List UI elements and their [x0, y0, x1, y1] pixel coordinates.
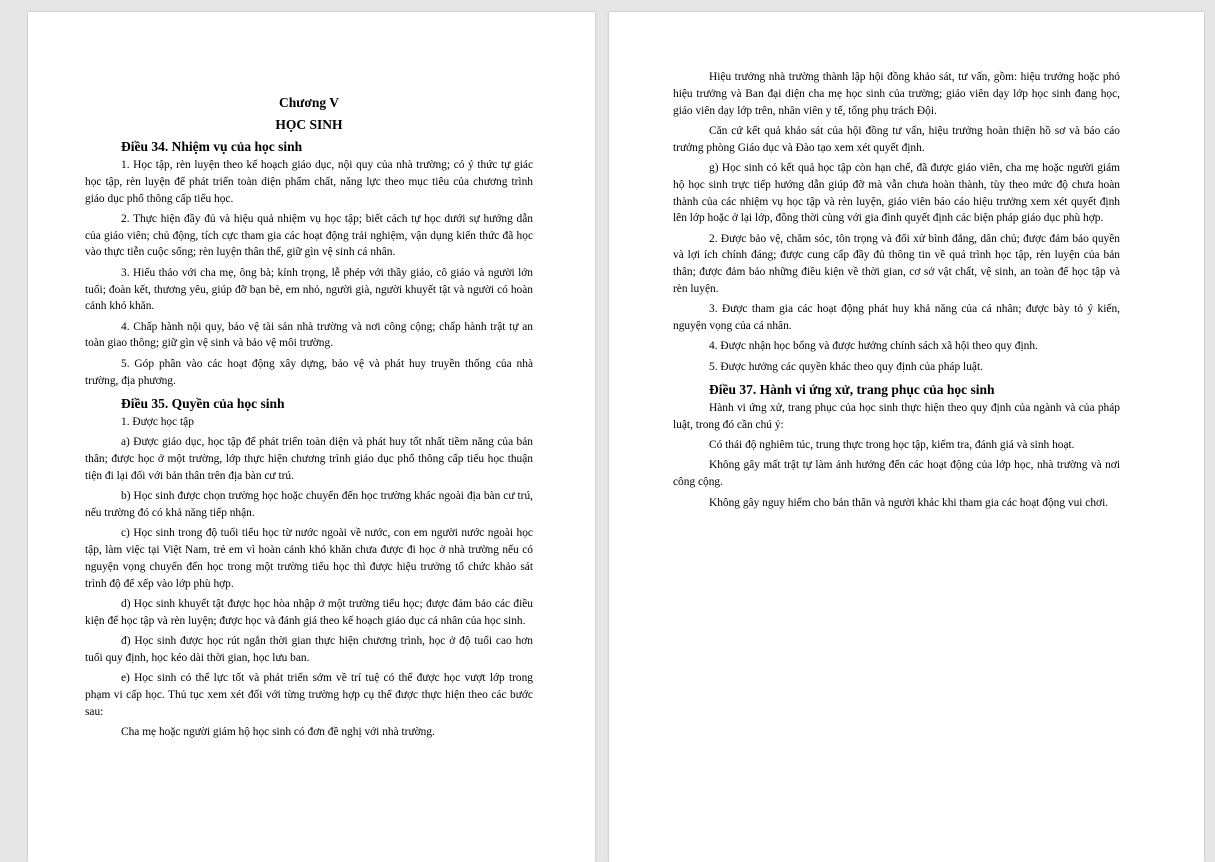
paragraph: a) Được giáo dục, học tập để phát triển toàn diện và phát huy tốt nhất tiềm năng của bản thân; được học ở một trường, lớp thực hiện chương trình giáo dục phổ thông cấp tiểu học thuận tiện đi lại đối với bản thân trên địa bàn cư trú. — [85, 436, 533, 482]
paragraph: Có thái độ nghiêm túc, trung thực trong học tập, kiểm tra, đánh giá và sinh hoạt. — [709, 439, 1075, 452]
paragraph: 2. Được bảo vệ, chăm sóc, tôn trọng và đối xử bình đẳng, dân chủ; được đảm bảo quyền và lợi ích chính đáng; được cung cấp đầy đủ thông tin về quá trình học tập, rèn luyện của bản thân; được đảm bảo những điều kiện về thời gian, cơ sở vật chất, vệ sinh, an toàn để học tập và rèn luyện. — [673, 232, 1120, 296]
paragraph: Cha mẹ hoặc người giám hộ học sinh có đơn đề nghị với nhà trường. — [121, 725, 435, 738]
paragraph: 5. Góp phần vào các hoạt động xây dựng, bảo vệ và phát huy truyền thống của nhà trường, địa phương. — [85, 357, 533, 387]
paragraph: Hiệu trưởng nhà trường thành lập hội đồng khảo sát, tư vấn, gồm: hiệu trưởng hoặc phó hiệu trưởng và Ban đại diện cha mẹ học sinh của trường; giáo viên dạy lớp học sinh đang học, giáo viên dạy lớp trên, nhân viên y tế, tổng phụ trách Đội. — [673, 71, 1120, 117]
chapter-subtitle: HỌC SINH — [275, 117, 343, 132]
paragraph: g) Học sinh có kết quả học tập còn hạn chế, đã được giáo viên, cha mẹ hoặc người giám hộ học sinh trực tiếp hướng dẫn giúp đỡ mà vẫn chưa hoàn thành, tùy theo mức độ chưa hoàn thành của các nhiệm vụ học tập và rèn luyện, giáo viên báo cáo hiệu trưởng xem xét quyết định lên lớp hoặc ở lại lớp, đồng thời cùng với gia đình quyết định các biện pháp giáo dục phù hợp. — [673, 161, 1120, 225]
paragraph: 1. Học tập, rèn luyện theo kế hoạch giáo dục, nội quy của nhà trường; có ý thức tự giác học tập, rèn luyện để phát triển toàn diện phẩm chất, năng lực theo mục tiêu của chương trình giáo dục phổ thông cấp tiểu học. — [85, 159, 533, 205]
article-37-heading: Điều 37. Hành vi ứng xử, trang phục của học sinh — [709, 382, 995, 398]
paragraph: Căn cứ kết quả khảo sát của hội đồng tư vấn, hiệu trưởng hoàn thiện hồ sơ và báo cáo trưởng phòng Giáo dục và Đào tạo xem xét quyết định. — [673, 124, 1120, 154]
paragraph: e) Học sinh có thể lực tốt và phát triển sớm về trí tuệ có thể được học vượt lớp trong phạm vi cấp học. Thủ tục xem xét đối với từng trường hợp cụ thể được thực hiện theo các bước sau: — [85, 672, 533, 718]
paragraph: 3. Hiếu thảo với cha mẹ, ông bà; kính trọng, lễ phép với thầy giáo, cô giáo và người lớn tuổi; đoàn kết, thương yêu, giúp đỡ bạn bè, em nhỏ, người già, người khuyết tật và người có hoàn cảnh khó khăn. — [85, 266, 533, 313]
paragraph: Hành vi ứng xử, trang phục của học sinh thực hiện theo quy định của ngành và của pháp luật, trong đó cần chú ý: — [673, 402, 1120, 431]
paragraph: b) Học sinh được chọn trường học hoặc chuyển đến học trường khác ngoài địa bàn cư trú, nếu trường đó có khả năng tiếp nhận. — [85, 490, 533, 519]
paragraph: 4. Chấp hành nội quy, bảo vệ tài sản nhà trường và nơi công cộng; chấp hành trật tự an toàn giao thông; giữ gìn vệ sinh và bảo vệ môi trường. — [85, 320, 533, 350]
paragraph: c) Học sinh trong độ tuổi tiểu học từ nước ngoài về nước, con em người nước ngoài học tập, làm việc tại Việt Nam, trẻ em vì hoàn cảnh khó khăn chưa được đi học ở nhà trường nếu có nguyện vọng chuyển đến học trong một trường tiểu học thì được hiệu trưởng tổ chức khảo sát trình độ để xếp vào lớp phù hợp. — [85, 527, 533, 590]
chapter-title: Chương V — [279, 95, 339, 110]
paragraph: 4. Được nhận học bổng và được hưởng chính sách xã hội theo quy định. — [709, 340, 1038, 353]
document-page-right — [609, 12, 1204, 862]
paragraph: Không gây mất trật tự làm ảnh hưởng đến các hoạt động của lớp học, nhà trường và nơi công cộng. — [673, 459, 1120, 489]
paragraph: 1. Được học tập — [121, 415, 194, 428]
paragraph: đ) Học sinh được học rút ngắn thời gian thực hiện chương trình, học ở độ tuổi cao hơn tuổi quy định, học kéo dài thời gian, học lưu ban. — [85, 634, 533, 664]
article-35-heading: Điều 35. Quyền của học sinh — [121, 395, 285, 411]
document-page-left — [28, 12, 595, 862]
paragraph: 5. Được hưởng các quyền khác theo quy định của pháp luật. — [709, 360, 983, 373]
paragraph: d) Học sinh khuyết tật được học hòa nhập ở một trường tiểu học; được đảm bảo các điều kiện để học tập và rèn luyện; được học và đánh giá theo kế hoạch giáo dục cá nhân của học sinh. — [85, 597, 533, 627]
paragraph: 2. Thực hiện đầy đủ và hiệu quả nhiệm vụ học tập; biết cách tự học dưới sự hướng dẫn của giáo viên; chủ động, tích cực tham gia các hoạt động trải nghiệm, vận dụng kiến thức đã học vào thực tiễn cuộc sống; rèn luyện thân thể, giữ gìn vệ sinh cá nhân. — [85, 212, 533, 259]
article-34-heading: Điều 34. Nhiệm vụ của học sinh — [121, 139, 303, 154]
paragraph: 3. Được tham gia các hoạt động phát huy khả năng của cá nhân; được bày tỏ ý kiến, nguyện vọng của cá nhân. — [673, 303, 1120, 333]
paragraph: Không gây nguy hiểm cho bản thân và người khác khi tham gia các hoạt động vui chơi. — [709, 496, 1109, 509]
